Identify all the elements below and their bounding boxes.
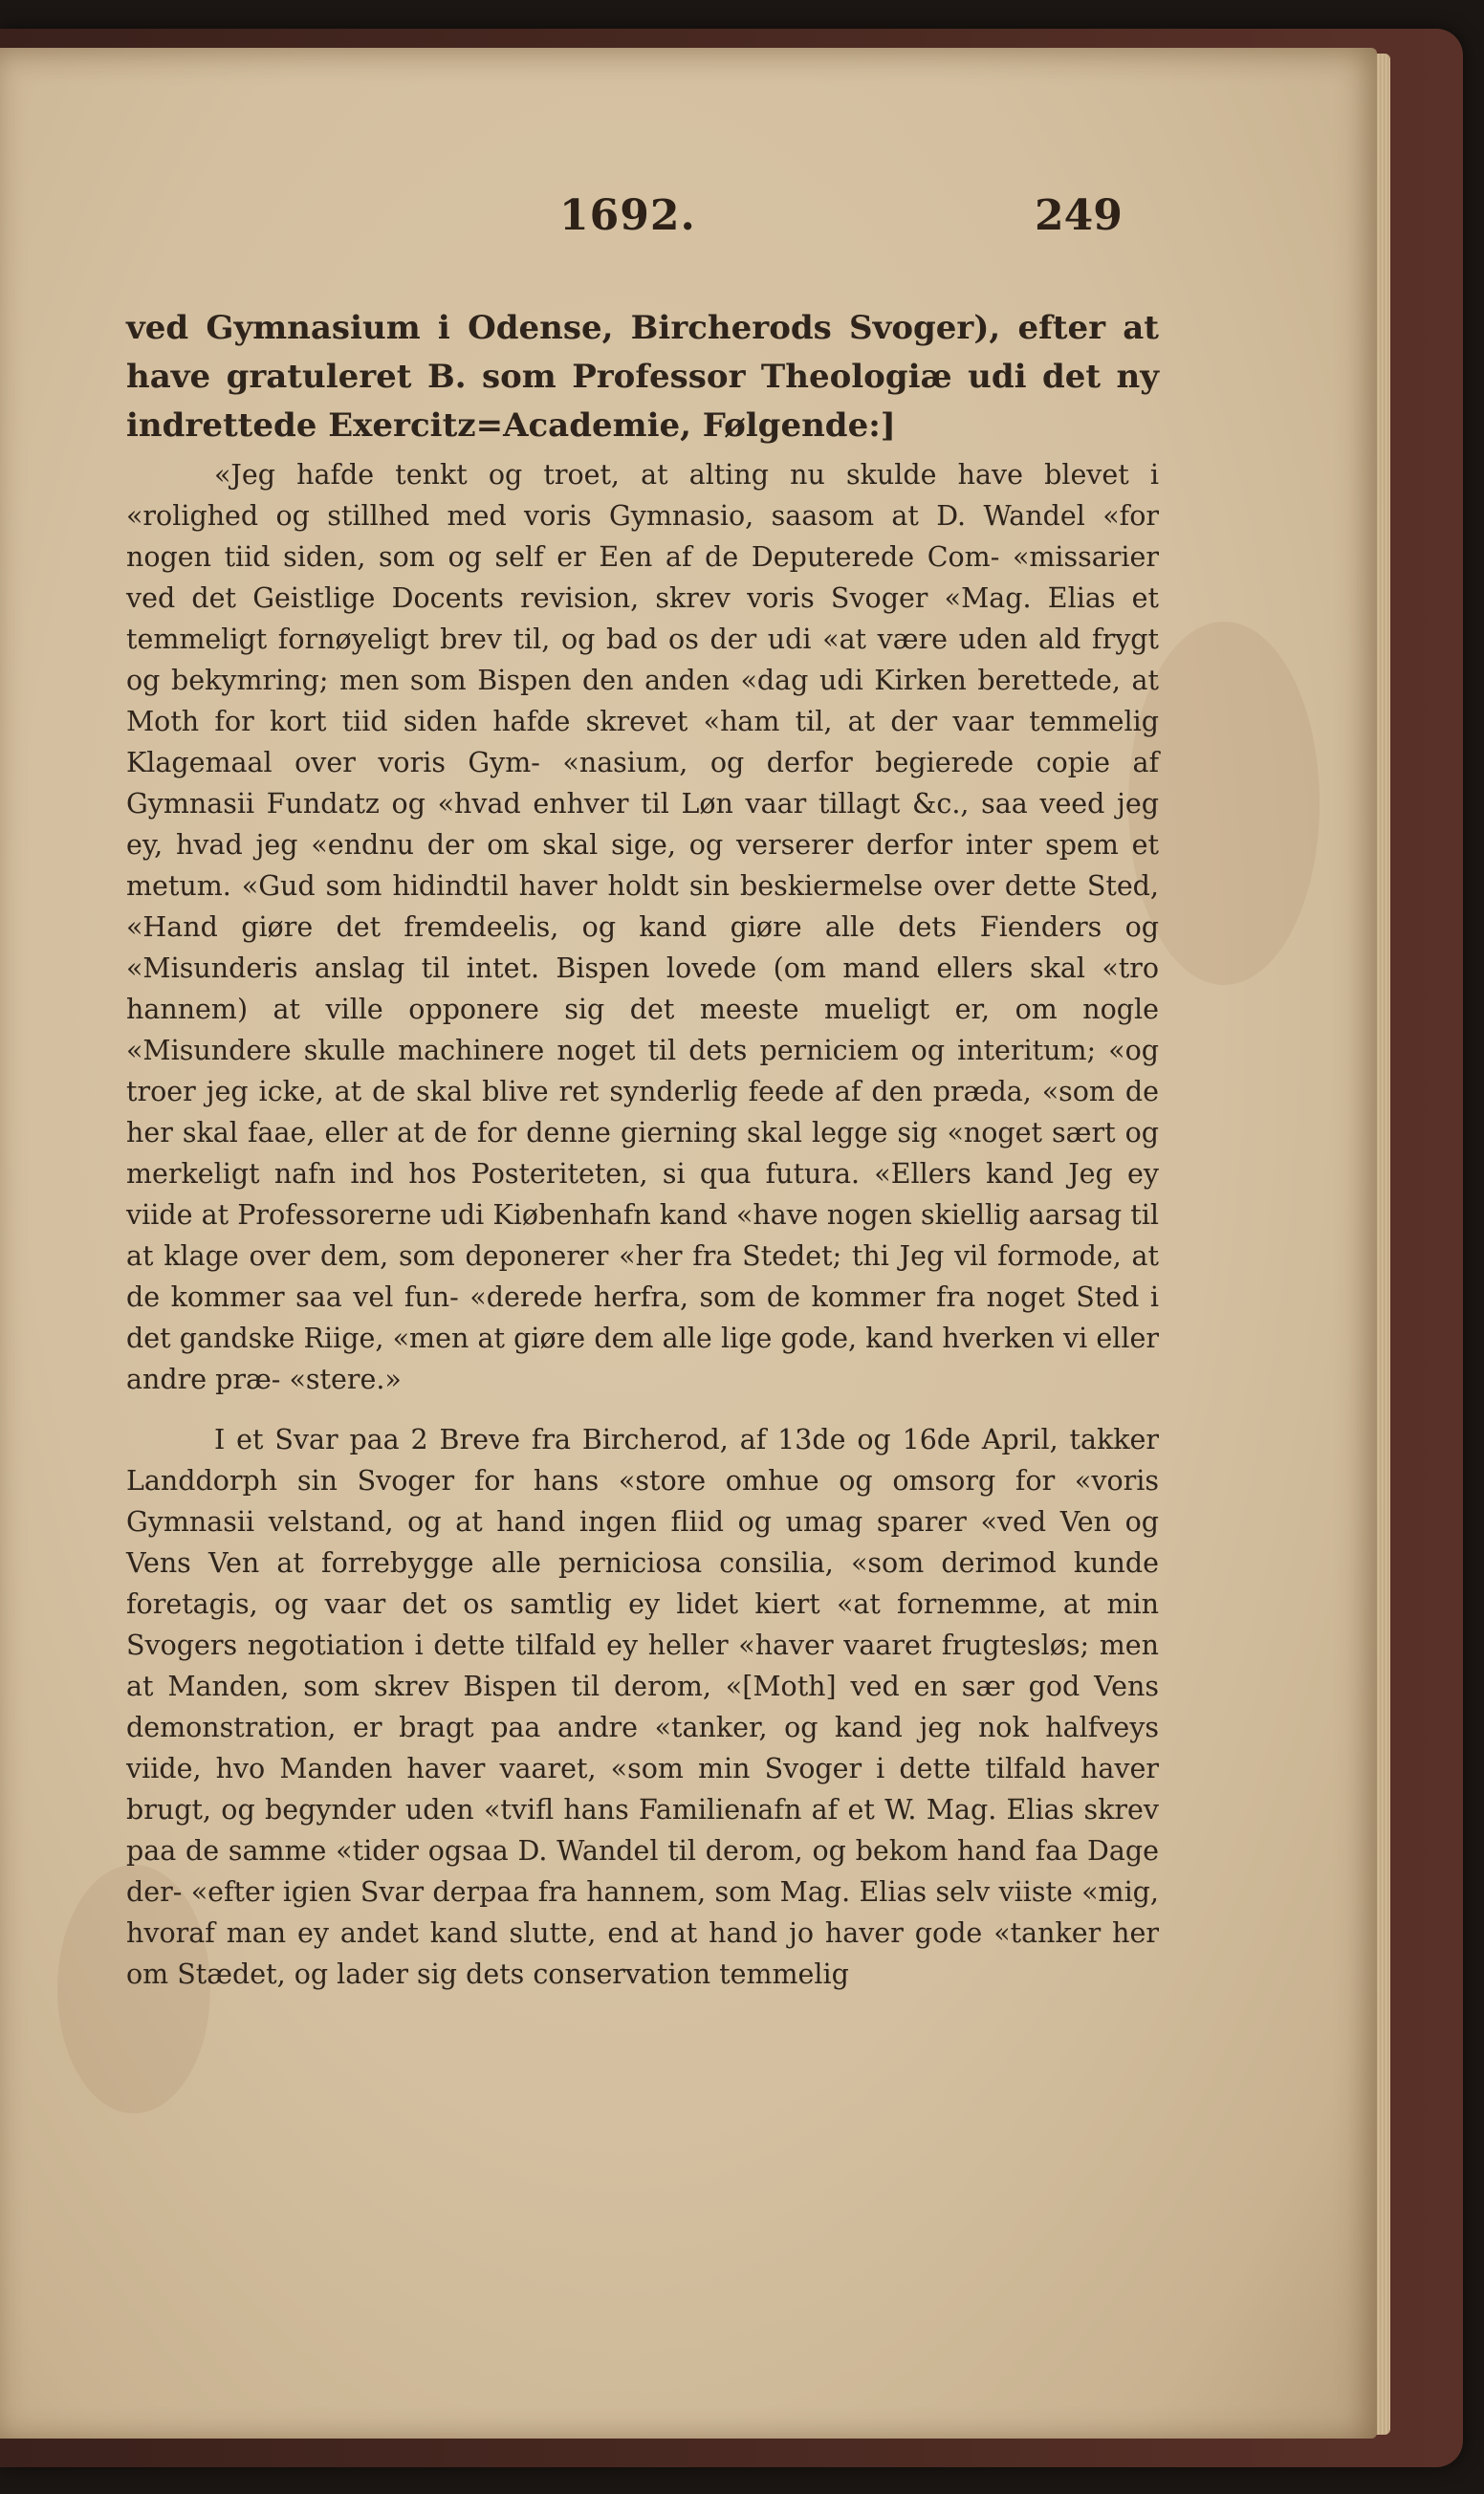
page-number: 249 xyxy=(1035,191,1123,240)
page-text xyxy=(126,304,1159,1995)
quoted-letter-paragraph: «Jeg hafde tenkt og troet, at alting nu skulde have blevet i «rolighed og stillhed med voris Gymnasio, saasom at D. Wandel «for nogen tiid siden, som og self er Een af de Deputerede Com- «missarier ved det Geistlige Docents revision, skrev voris Svoger «Mag. Elias et temmeligt fornøyeligt brev til, og bad os der udi «at være uden ald frygt og bekymring; men som Bispen den anden «dag udi Kirken berettede, at Moth for kort tiid siden hafde skrevet «ham til, at der vaar temmelig Klagemaal over voris Gym- «nasium, og derfor begierede copie af Gymnasii Fundatz og «hvad enhver til Løn vaar tillagt &c., saa veed jeg ey, hvad jeg «endnu der om skal sige, og verserer derfor inter spem et metum. «Gud som hidindtil haver holdt sin beskiermelse over dette Sted, «Hand giøre det fremdeelis, og kand giøre alle dets Fienders og «Misunderis anslag til intet. Bispen lovede (om mand ellers skal «tro hannem) at ville opponere sig det meeste mueligt er, om nogle «Misundere skulle machinere noget til dets perniciem og interitum; «og troer jeg icke, at de skal blive ret synderlig feede af den præda, «som de her skal faae, eller at de for denne gierning skal legge sig «noget sært og merkeligt nafn ind hos Posteriteten, si qua futura. «Ellers kand Jeg ey viide at Professorerne udi Kiøbenhafn kand «have nogen skiellig aarsag til at klage over dem, som deponerer «her fra Stedet; thi Jeg vil formode, at de kommer saa vel fun- «derede herfra, som de kommer fra noget Sted i det gandske Riige, «men at giøre dem alle lige gode, kand hverken vi eller andre præ- «stere.» xyxy=(126,459,1159,1395)
intro-paragraph: ved Gymnasium i Odense, Bircherods Svoger), efter at have gratuleret B. som Professor Theologiæ udi det ny indrettede Exercitz=Academie, Følgende:] xyxy=(126,309,1159,445)
page-year: 1692. xyxy=(559,191,696,240)
page-edges xyxy=(1375,54,1390,2435)
running-head xyxy=(0,191,1377,249)
reply-paragraph: I et Svar paa 2 Breve fra Bircherod, af 13de og 16de April, takker Landdorph sin Svoger for hans «store omhue og omsorg for «voris Gymnasii velstand, og at hand ingen fliid og umag sparer «ved Ven og Vens Ven at forrebygge alle perniciosa consilia, «som derimod kunde foretagis, og vaar det os samtlig ey lidet kiert «at fornemme, at min Svogers negotiation i dette tilfald ey heller «haver vaaret frugtesløs; men at Manden, som skrev Bispen til derom, «[Moth] ved en sær god Vens demonstration, er bragt paa andre «tanker, og kand jeg nok halfveys viide, hvo Manden haver vaaret, «som min Svoger i dette tilfald haver brugt, og begynder uden «tvifl hans Familienafn af et W. Mag. Elias skrev paa de samme «tider ogsaa D. Wandel til derom, og bekom hand faa Dage der- «efter igien Svar derpaa fra hannem, som Mag. Elias selv viiste «mig, hvoraf man ey andet kand slutte, end at hand jo haver gode «tanker her om Stædet, og lader sig dets conservation temmelig xyxy=(126,1424,1159,1990)
